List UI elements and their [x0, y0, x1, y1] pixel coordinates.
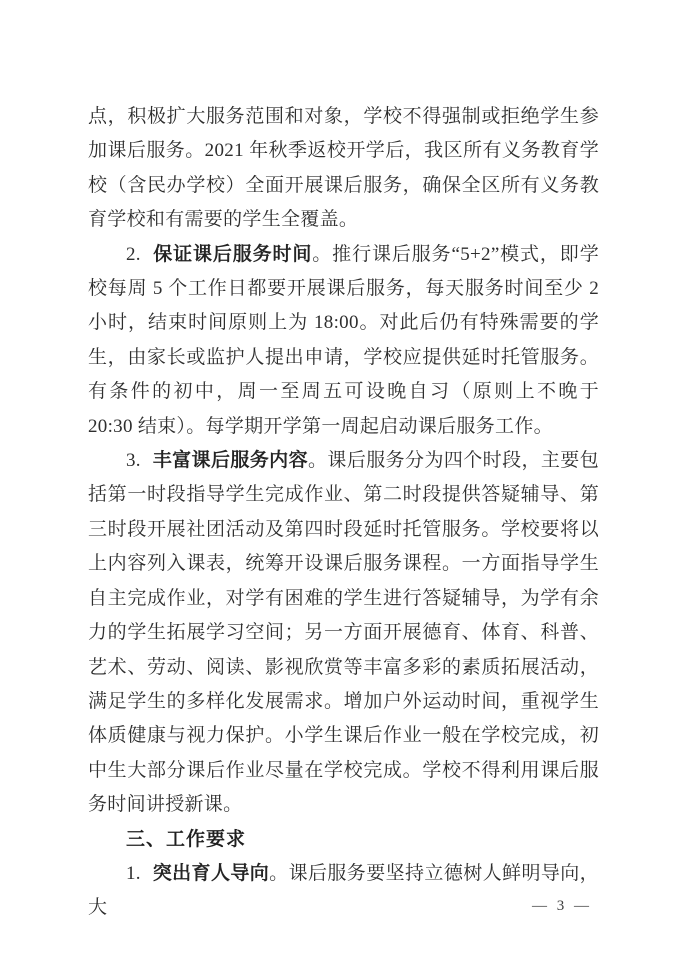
list-item-number: 2.	[126, 243, 141, 265]
paragraph-text: 点，积极扩大服务范围和对象，学校不得强制或拒绝学生参加课后服务。2021 年秋季返校开学后，我区所有义务教育学校（含民办学校）全面开展课后服务，确保全区所有义务教育学校和有需要的学生全覆盖。	[88, 106, 599, 231]
paragraph-text: 。课后服务要坚持立德树人鲜明导向，大	[88, 862, 599, 919]
paragraph-lead-bold: 保证课后服务时间	[152, 243, 313, 265]
paragraph	[88, 100, 599, 238]
paragraph-text: 。课后服务分为四个时段，主要包括第一时段指导学生完成作业、第二时段提供答疑辅导、第三时段开展社团活动及第四时段延时托管服务。学校要将以上内容列入课表，统筹开设课后服务课程。一方面指导学生自主完成作业，对学有困难的学生进行答疑辅导，为学有余力的学生拓展学习空间；另一方面开展德育、体育、科普、艺术、劳动、阅读、影视欣赏等丰富多彩的素质拓展活动，满足学生的多样化发展需求。增加户外运动时间，重视学生体质健康与视力保护。小学生课后作业一般在学校完成，初中生大部分课后作业尽量在学校完成。学校不得利用课后服务时间讲授新课。	[88, 450, 599, 816]
document-body	[88, 100, 599, 926]
list-item-number: 1.	[126, 862, 141, 884]
paragraph	[88, 238, 599, 444]
paragraph	[88, 857, 599, 926]
paragraph-lead-bold: 丰富课后服务内容	[152, 450, 308, 472]
list-item-number: 3.	[126, 450, 141, 472]
paragraph	[88, 444, 599, 822]
paragraph-lead-bold: 突出育人导向	[152, 862, 270, 884]
paragraph-text: 。推行课后服务“5+2”模式，即学校每周 5 个工作日都要开展课后服务，每天服务时间至少 2 小时，结束时间原则上为 18:00。对此后仍有特殊需要的学生，由家长或监护人提出申请，学校应提供延时托管服务。有条件的初中，周一至周五可设晚自习（原则上不晚于 20:30 结束）。每学期开学第一周起启动课后服务工作。	[88, 243, 599, 437]
section-heading: 三、工作要求	[126, 828, 247, 850]
page-number: — 3 —	[532, 898, 592, 914]
